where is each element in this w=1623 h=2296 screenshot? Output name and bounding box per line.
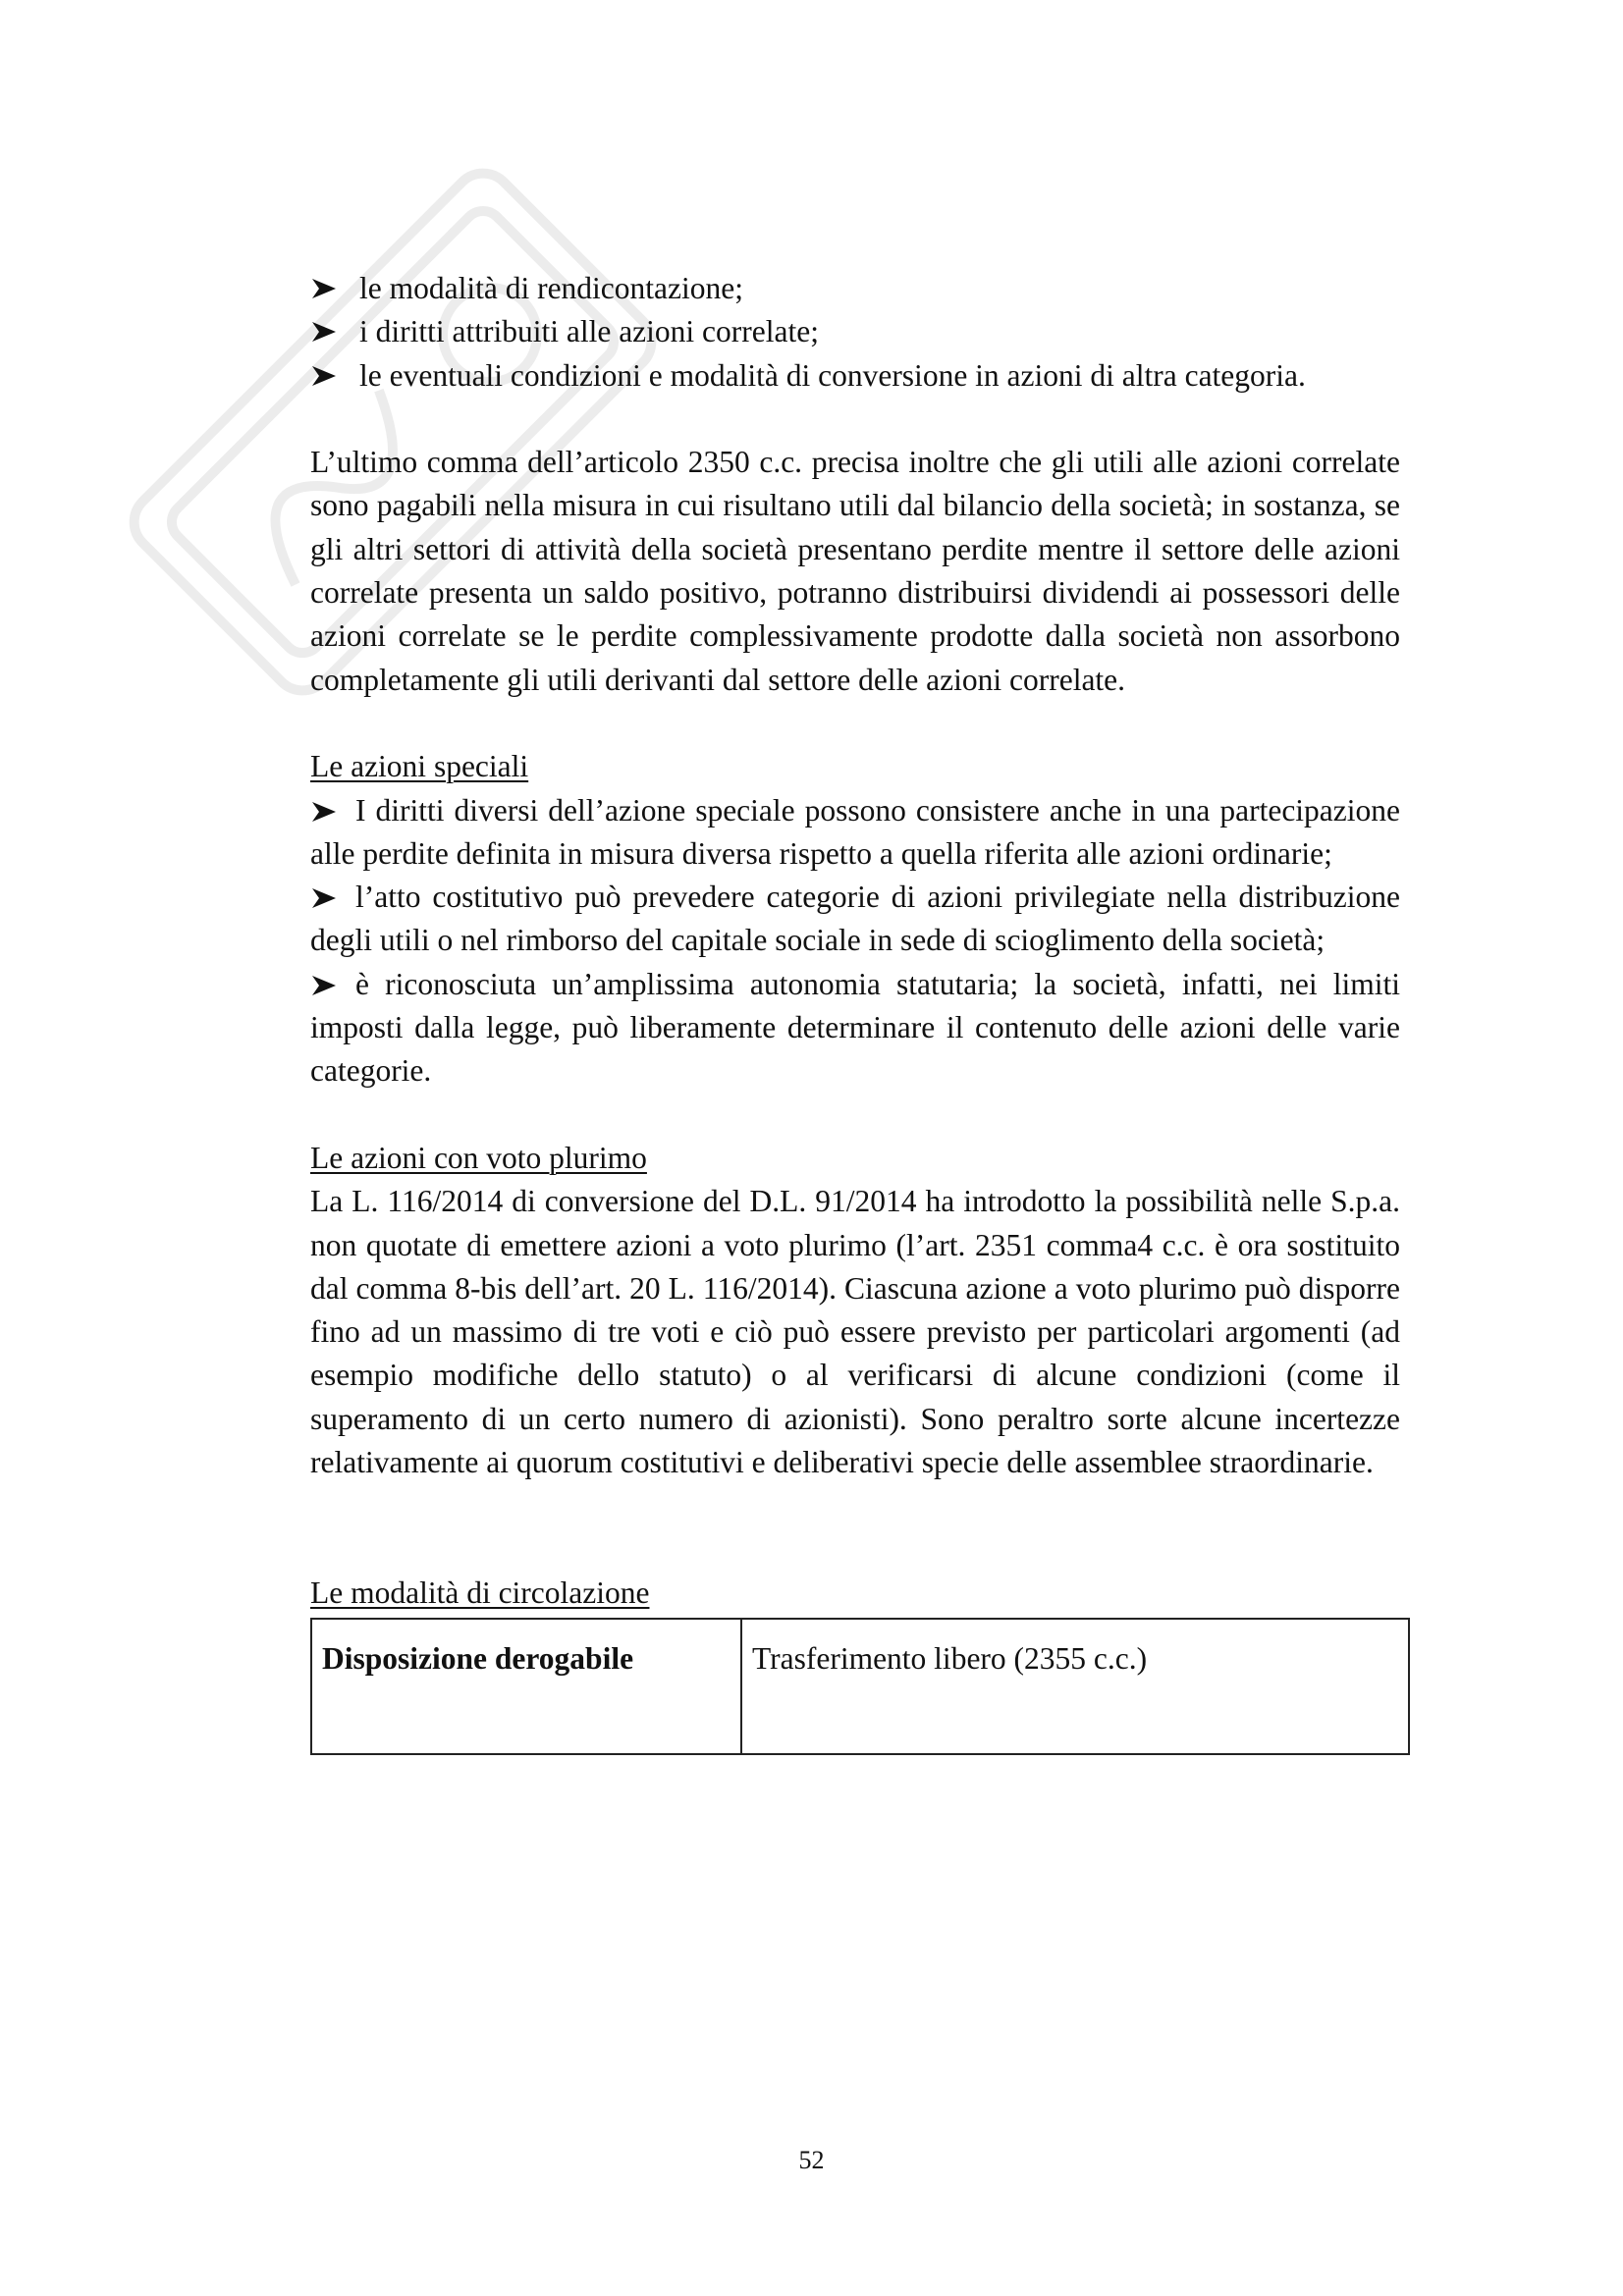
page-content — [310, 267, 1400, 1755]
arrowhead-bullet-icon — [310, 354, 338, 398]
paragraph-voto-plurimo: La L. 116/2014 di conversione del D.L. 91/2014 ha introdotto la possibilità nelle S.p.a. non quotate di emettere azioni a voto plurimo (l’art. 2351 comma4 c.c. è ora sostituito dal comma 8-bis dell’art. 20 L. 116/2014). Ciascuna azione a voto plurimo può disporre fino ad un massimo di tre voti e ciò può essere previsto per particolari argomenti (ad esempio modifiche dello statuto) o al verificarsi di alcune condizioni (come il superamento di un certo numero di azionisti). Sono peraltro sorte alcune incertezze relativamente ai quorum costitutivi e deliberativi specie delle assemblee straordinarie. — [310, 1184, 1400, 1480]
heading-modalita-circolazione: Le modalità di circolazione — [310, 1575, 650, 1610]
heading-azioni-speciali: Le azioni speciali — [310, 749, 529, 784]
list-item — [310, 267, 1400, 310]
heading-voto-plurimo: Le azioni con voto plurimo — [310, 1140, 647, 1175]
spacer — [310, 1484, 1400, 1572]
top-bullet-list — [310, 267, 1400, 398]
speciali-item — [310, 876, 1400, 963]
speciali-item-text: l’atto costitutivo può prevedere categorie di azioni privilegiate nella distribuzione degli utili o nel rimborso del capitale sociale in sede di scioglimento della società; — [310, 880, 1400, 958]
arrowhead-bullet-icon — [310, 975, 338, 996]
speciali-item-text: è riconosciuta un’amplissima autonomia statutaria; la società, infatti, nei limiti imposti dalla legge, può liberamente determinare il contenuto delle azioni delle varie categorie. — [310, 966, 1400, 1089]
arrowhead-bullet-icon — [310, 267, 338, 310]
list-item — [310, 354, 1400, 398]
list-item-text: i diritti attribuiti alle azioni correlate; — [359, 314, 819, 349]
page-number: 52 — [798, 2146, 825, 2174]
table-row — [311, 1619, 1409, 1754]
list-item-text: le modalità di rendicontazione; — [359, 271, 743, 305]
table-cell-value: Trasferimento libero (2355 c.c.) — [741, 1619, 1409, 1754]
arrowhead-bullet-icon — [310, 887, 338, 909]
spacer — [310, 702, 1400, 745]
speciali-item — [310, 789, 1400, 877]
list-item-text: le eventuali condizioni e modalità di conversione in azioni di altra categoria. — [359, 357, 1306, 393]
paragraph-azioni-correlate: L’ultimo comma dell’articolo 2350 c.c. precisa inoltre che gli utili alle azioni correlate sono pagabili nella misura in cui risultano utili dal bilancio della società; in sostanza, se gli altri settori di attività della società presentano perdite mentre il settore delle azioni correlate presenta un saldo positivo, potranno distribuirsi dividendi ai possessori delle azioni correlate se le perdite complessivamente prodotte dalla società non assorbono completamente gli utili derivanti dal settore delle azioni correlate. — [310, 445, 1400, 697]
speciali-item-text: I diritti diversi dell’azione speciale possono consistere anche in una partecipazione alle perdite definita in misura diversa rispetto a quella riferita alle azioni ordinarie; — [310, 792, 1400, 871]
arrowhead-bullet-icon — [310, 801, 338, 823]
spacer — [310, 398, 1400, 441]
spacer — [310, 1094, 1400, 1137]
circolazione-table — [310, 1618, 1410, 1755]
list-item — [310, 310, 1400, 353]
table-cell-label: Disposizione derogabile — [311, 1619, 741, 1754]
arrowhead-bullet-icon — [310, 310, 338, 353]
speciali-item — [310, 963, 1400, 1094]
